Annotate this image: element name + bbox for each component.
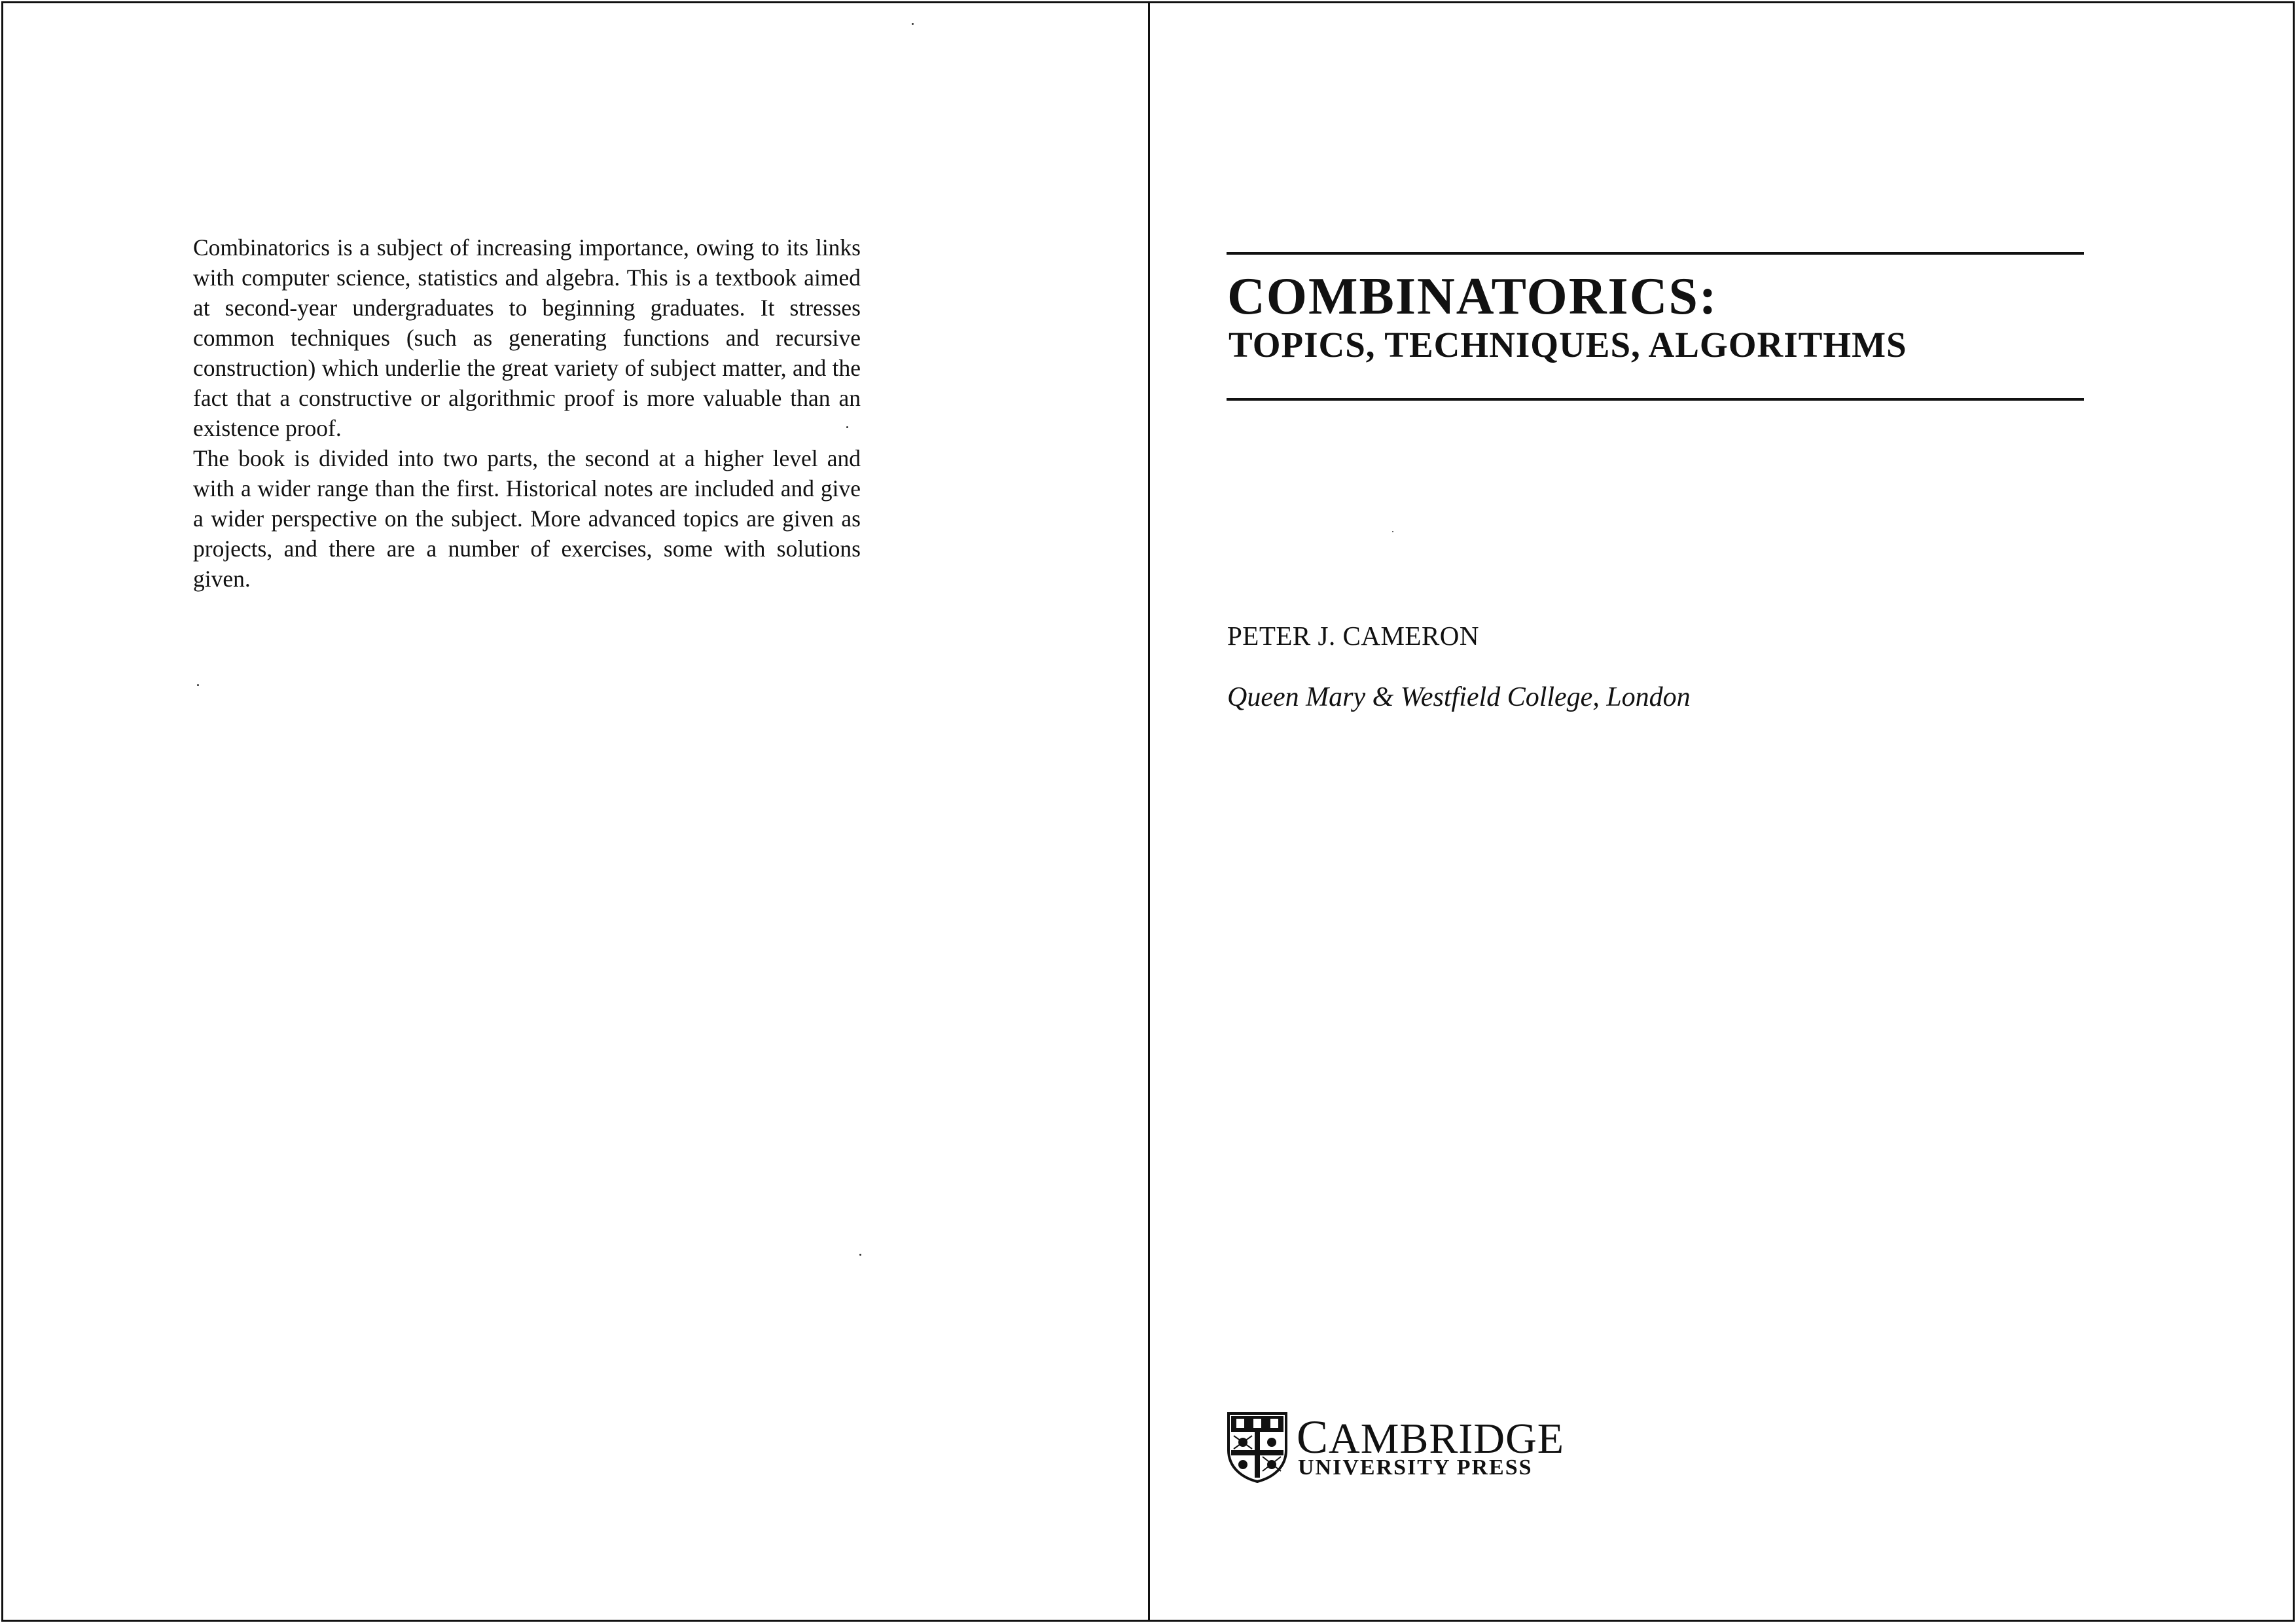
author-affiliation: Queen Mary & Westfield College, London (1227, 682, 1691, 712)
title-rule-bottom (1227, 398, 2084, 401)
publisher-name-initial: C (1297, 1411, 1329, 1463)
cambridge-crest-icon (1227, 1412, 1287, 1483)
blurb (193, 232, 861, 594)
scan-speck (912, 23, 914, 25)
publisher-name-rest: AMBRIDGE (1329, 1415, 1565, 1463)
publisher-name (1297, 1413, 1564, 1461)
blurb-paragraph-2: The book is divided into two parts, the second at a higher level and with a wider range than the first. Historical notes are included and give a wider perspective on the subject. More advanced topics are given as projects, and there are a number of exercises, some with solutions given. (193, 445, 861, 592)
book-subtitle: TOPICS, TECHNIQUES, ALGORITHMS (1229, 325, 1907, 365)
publisher-subname: UNIVERSITY PRESS (1298, 1455, 1533, 1480)
book-title: COMBINATORICS: (1227, 268, 1718, 325)
scan-speck (859, 1254, 861, 1256)
title-rule-top (1227, 252, 2084, 255)
blurb-paragraph-1: Combinatorics is a subject of increasing importance, owing to its links with computer science, statistics and algebra. This is a textbook aimed at second-year undergraduates to beginning graduates. It stresses common techniques (such as generating functions and recursive construction) which underlie the great variety of subject matter, and the fact that a constructive or algorithmic proof is more valuable than an existence proof. (193, 234, 861, 441)
left-page (1, 1, 1151, 1622)
scan-speck (1392, 531, 1393, 532)
scan-speck (197, 684, 199, 686)
scan-speck (846, 426, 848, 428)
author-name: PETER J. CAMERON (1227, 621, 1480, 651)
right-page (1148, 1, 2295, 1622)
